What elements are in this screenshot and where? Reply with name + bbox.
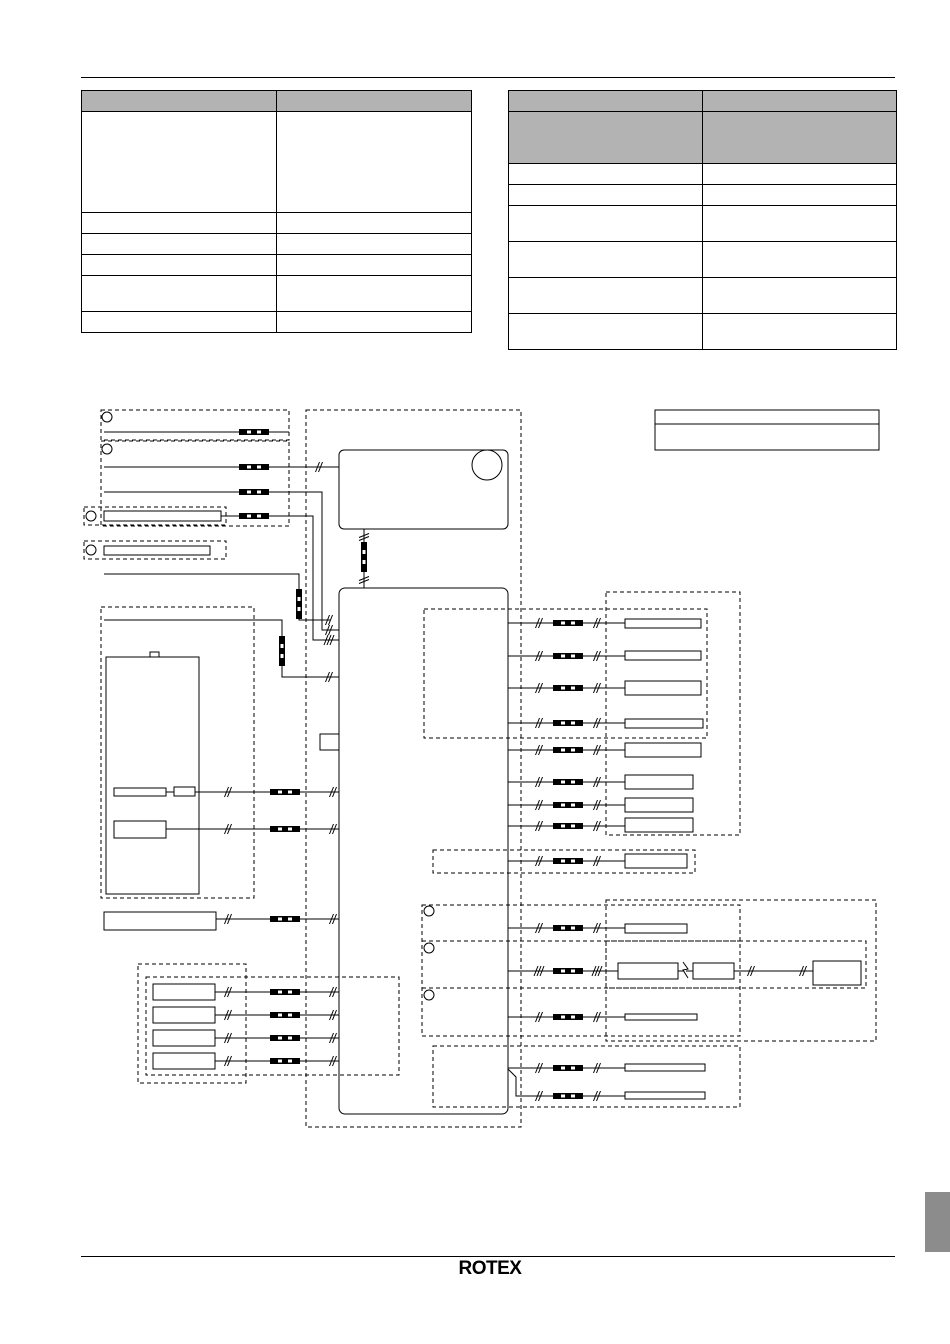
interface-dial: [472, 450, 502, 480]
plug-connector: [553, 685, 583, 691]
plug-connector: [553, 823, 583, 829]
output-box: [625, 651, 701, 660]
plug-pin: [571, 781, 575, 784]
plug-pin: [571, 927, 575, 930]
controller-area: [306, 410, 521, 1127]
option-group-4: [84, 541, 226, 559]
output-box: [625, 619, 701, 628]
plug-connector: [553, 802, 583, 808]
tank-sensor: [114, 788, 166, 796]
output-box: [625, 798, 693, 812]
plug-connector: [553, 1065, 583, 1071]
plug-connector: [239, 429, 269, 435]
storage-tank: [106, 657, 199, 894]
plug-pin: [298, 597, 301, 601]
plug-pin: [571, 825, 575, 828]
plug-connector: [270, 1012, 300, 1018]
plug-pin: [571, 860, 575, 863]
plug-connector: [239, 464, 269, 470]
plug-pin: [278, 1060, 282, 1063]
plug-connector: [553, 720, 583, 726]
plug-pin: [571, 687, 575, 690]
plug-connector: [270, 826, 300, 832]
plug-pin: [257, 466, 261, 469]
group-marker: [424, 990, 434, 1000]
input-box: [153, 984, 215, 1000]
group-marker: [102, 412, 112, 422]
plug-connector: [279, 636, 285, 666]
plug-pin: [571, 804, 575, 807]
plug-pin: [298, 607, 301, 611]
plug-pin: [247, 466, 251, 469]
plug-pin: [571, 655, 575, 658]
output-box: [625, 924, 687, 933]
plug-connector: [270, 1035, 300, 1041]
pcb-connector: [320, 734, 339, 750]
plug-pin: [247, 515, 251, 518]
group-marker: [102, 444, 112, 454]
plug-pin: [561, 1016, 565, 1019]
plug-pin: [561, 1095, 565, 1098]
output-box: [625, 854, 687, 868]
plug-connector: [239, 513, 269, 519]
plug-connector: [361, 542, 367, 572]
input-box: [153, 1007, 215, 1023]
plug-pin: [288, 791, 292, 794]
output-box: [625, 719, 703, 728]
plug-pin: [363, 550, 366, 554]
plug-pin: [561, 622, 565, 625]
plug-pin: [257, 431, 261, 434]
plug-pin: [561, 749, 565, 752]
plug-connector: [553, 1093, 583, 1099]
output-group-bottom: [433, 1046, 740, 1107]
plug-connector: [553, 858, 583, 864]
plug-pin: [278, 1014, 282, 1017]
output-box: [625, 818, 693, 832]
plug-pin: [571, 1095, 575, 1098]
output-box: [625, 1064, 705, 1071]
plug-pin: [571, 622, 575, 625]
input-box: [153, 1030, 215, 1046]
plug-pin: [278, 918, 282, 921]
plug-connector: [270, 916, 300, 922]
plug-pin: [571, 970, 575, 973]
plug-pin: [561, 804, 565, 807]
plug-pin: [561, 655, 565, 658]
plug-connector: [553, 779, 583, 785]
tank-sensor-head: [174, 787, 195, 796]
output-box: [625, 681, 701, 695]
outdoor-unit-box: [618, 963, 678, 979]
output-box: [625, 743, 701, 757]
tank-heater: [114, 821, 166, 838]
output-box: [625, 775, 693, 789]
plug-connector: [553, 1014, 583, 1020]
footer-rule: [81, 1256, 895, 1257]
sensor-bar: [104, 546, 210, 555]
plug-connector: [296, 589, 302, 619]
plug-connector: [553, 653, 583, 659]
plug-pin: [561, 860, 565, 863]
group-marker: [424, 906, 434, 916]
plug-pin: [288, 991, 292, 994]
plug-pin: [571, 749, 575, 752]
tank-group: [101, 607, 254, 898]
plug-pin: [561, 970, 565, 973]
plug-pin: [247, 431, 251, 434]
plug-pin: [561, 687, 565, 690]
plug-pin: [281, 654, 284, 658]
plug-pin: [288, 918, 292, 921]
plug-pin: [278, 791, 282, 794]
rotex-logo: ROTEX: [458, 1258, 522, 1279]
plug-pin: [571, 1067, 575, 1070]
outdoor-unit-box: [693, 963, 734, 979]
option-group-1: [101, 410, 289, 440]
plug-connector: [270, 789, 300, 795]
external-component: [104, 912, 216, 930]
option-group-9: [606, 941, 866, 988]
output-box: [625, 1092, 705, 1099]
plug-pin: [278, 828, 282, 831]
plug-pin: [257, 491, 261, 494]
legend-box: [655, 410, 879, 450]
input-box: [153, 1053, 215, 1069]
output-box: [625, 1014, 697, 1020]
plug-connector: [553, 620, 583, 626]
group-marker: [86, 511, 96, 521]
plug-pin: [561, 927, 565, 930]
plug-pin: [363, 560, 366, 564]
group-marker: [86, 545, 96, 555]
plug-pin: [288, 1060, 292, 1063]
plug-pin: [561, 722, 565, 725]
plug-pin: [561, 825, 565, 828]
plug-pin: [288, 1037, 292, 1040]
outdoor-unit-box: [813, 961, 861, 985]
plug-connector: [553, 747, 583, 753]
plug-pin: [257, 515, 261, 518]
sensor-bar: [104, 511, 221, 521]
group-marker: [424, 943, 434, 953]
plug-pin: [571, 722, 575, 725]
plug-connector: [553, 968, 583, 974]
plug-pin: [288, 1014, 292, 1017]
plug-pin: [571, 1016, 575, 1019]
plug-pin: [281, 644, 284, 648]
plug-pin: [561, 1067, 565, 1070]
plug-pin: [288, 828, 292, 831]
user-interface-module: [339, 450, 508, 529]
plug-pin: [278, 1037, 282, 1040]
plug-pin: [278, 991, 282, 994]
page-side-tab: [925, 1192, 950, 1252]
plug-pin: [247, 491, 251, 494]
tank-connector: [150, 652, 159, 657]
option-group-3: [84, 507, 226, 525]
plug-connector: [270, 1058, 300, 1064]
plug-connector: [239, 489, 269, 495]
plug-connector: [553, 925, 583, 931]
plug-pin: [561, 781, 565, 784]
plug-connector: [270, 989, 300, 995]
